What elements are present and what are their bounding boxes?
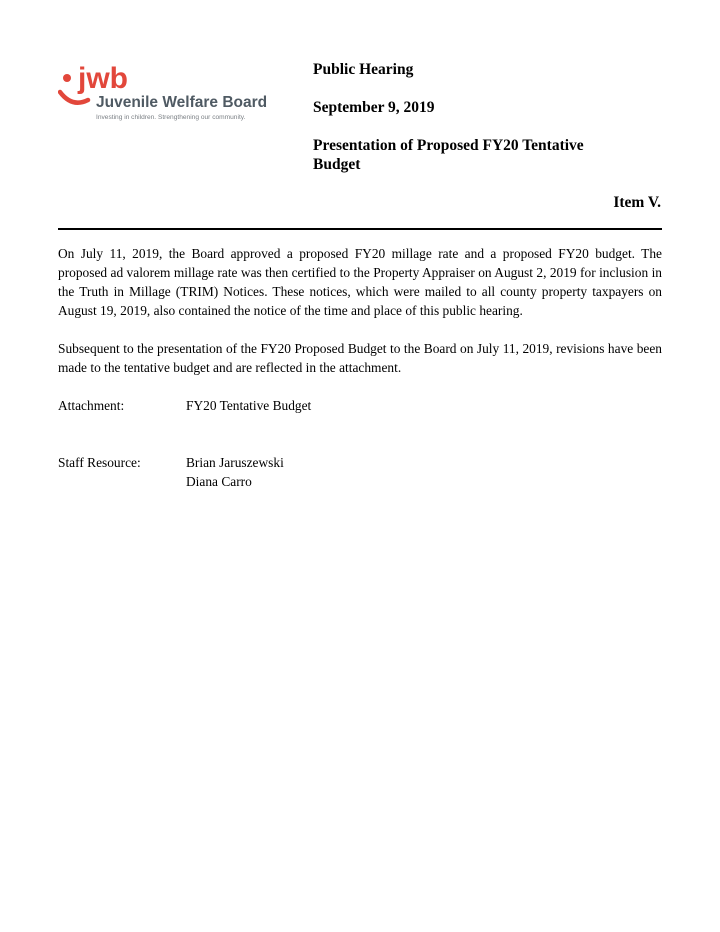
memo-body [58, 244, 662, 529]
body-paragraph-1: On July 11, 2019, the Board approved a proposed FY20 millage rate and a proposed FY20 budget. The proposed ad valorem millage rate was then certified to the Property Appraiser on August 2, 2019 for inclusion in the Truth in Millage (TRIM) Notices. These notices, which were mailed to all county property taxpayers on August 19, 2019, also contained the notice of the time and place of this public hearing. [58, 246, 662, 318]
logo-tagline: Investing in children. Strengthening our community. [96, 114, 246, 121]
staff-label: Staff Resource: [58, 455, 141, 470]
memo-title: Presentation of Proposed FY20 Tentative Budget [313, 137, 584, 173]
memo-header [313, 60, 661, 212]
staff-name: Diana Carro [186, 474, 252, 489]
header-divider [58, 228, 662, 230]
item-number: Item V. [613, 194, 661, 211]
attachment-row [58, 396, 662, 415]
staff-name: Brian Jaruszewski [186, 455, 284, 470]
staff-row [58, 453, 662, 491]
body-paragraph-2: Subsequent to the presentation of the FY20 Proposed Budget to the Board on July 11, 2019, revisions have been made to the tentative budget and are reflected in the attachment. [58, 341, 662, 375]
attachment-label: Attachment: [58, 398, 125, 413]
logo-dot-icon [63, 74, 71, 82]
logo-mark: jwb [78, 62, 128, 95]
attachment-value: FY20 Tentative Budget [186, 398, 312, 413]
logo-name: Juvenile Welfare Board [96, 94, 268, 111]
jwb-logo [58, 62, 298, 128]
hearing-label: Public Hearing [313, 61, 414, 78]
hearing-date: September 9, 2019 [313, 99, 435, 116]
